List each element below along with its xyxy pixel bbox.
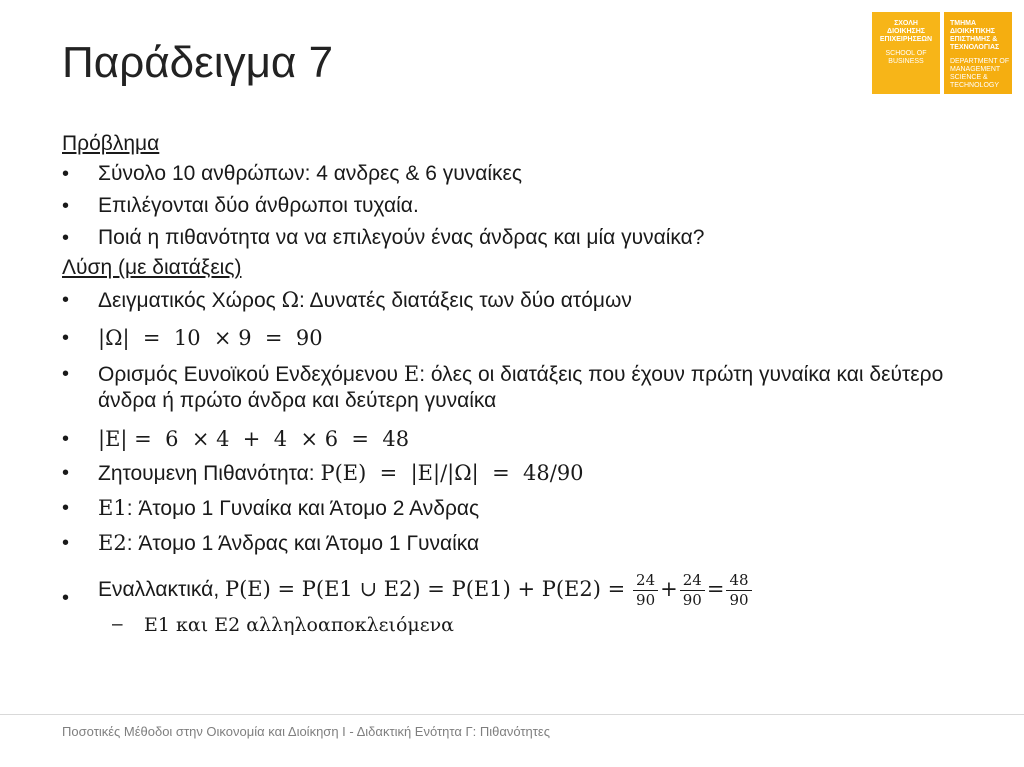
bullet-icon: • <box>62 428 70 450</box>
bullet-icon: • <box>62 462 70 484</box>
bullet-icon: • <box>62 497 70 519</box>
footer-divider <box>0 714 1024 715</box>
solution-item-omega-size: • |Ω| = 10 × 9 = 90 <box>62 326 323 350</box>
bullet-icon: • <box>62 327 70 349</box>
solution-heading: Λύση (με διατάξεις) <box>62 256 242 279</box>
solution-item-sample-space: • Δειγματικός Χώρος Ω: Δυνατές διατάξεις των δύο ατόμων <box>62 288 632 312</box>
solution-item-e2: • E2: Άτομο 1 Άνδρας και Άτομο 1 Γυναίκα <box>62 531 480 555</box>
bullet-icon: • <box>62 363 70 385</box>
solution-item-event-size: • |E| = 6 × 4 + 4 × 6 = 48 <box>62 427 410 451</box>
fraction: $\frac{24}{90}$ <box>680 571 705 610</box>
solution-item-e1: • E1: Άτομο 1 Γυναίκα και Άτομο 2 Ανδρας <box>62 496 480 520</box>
solution-subitem-note: – E1 και E2 αλληλοαποκλειόμενα <box>112 614 454 636</box>
slide-title: Παράδειγμα 7 <box>62 38 334 87</box>
fraction: $\frac{24}{90}$ <box>633 571 658 610</box>
slide-body <box>62 129 962 639</box>
bullet-icon: • <box>62 227 70 249</box>
solution-item-alternative: • Εναλλακτικά, P(E) = P(E1 ∪ E2) = P(E1) + P(E2) = $\frac{24}{90}$ + $\frac{24}{90}$ = $\frac{48}{90}$ <box>62 567 962 612</box>
logo-department-panel: ΤΜΗΜΑ ΔΙΟΙΚΗΤΙΚΗΣ ΕΠΙΣΤΗΜΗΣ & ΤΕΧΝΟΛΟΓΙΑΣ DEPARTMENT OF MANAGEMENT SCIENCE & TECHNOLOGY <box>944 12 1012 94</box>
problem-item: • Επιλέγονται δύο άνθρωποι τυχαία. <box>62 194 419 217</box>
problem-item: • Ποιά η πιθανότητα να να επιλεγούν ένας άνδρας και μία γυναίκα? <box>62 226 705 249</box>
solution-item-probability: • Ζητουμενη Πιθανότητα: P(E) = |E|/|Ω| = 48/90 <box>62 461 584 485</box>
problem-item: • Σύνολο 10 ανθρώπων: 4 ανδρες & 6 γυναίκες <box>62 162 522 185</box>
solution-item-event-definition: • Ορισμός Ευνοϊκού Ενδεχόμενου E: όλες οι διατάξεις που έχουν πρώτη γυναίκα και δεύτερο άνδρα ή πρώτο άνδρα και δεύτερη γυναίκα <box>62 362 944 412</box>
problem-heading: Πρόβλημα <box>62 132 160 155</box>
fraction: $\frac{48}{90}$ <box>726 571 751 610</box>
footer-text: Ποσοτικές Μέθοδοι στην Οικονομία και Διοίκηση Ι - Διδακτική Ενότητα Γ: Πιθανότητες <box>62 724 550 739</box>
university-logo <box>872 12 1012 94</box>
bullet-icon: • <box>62 163 70 185</box>
bullet-icon: • <box>62 587 70 609</box>
dash-icon: – <box>112 614 123 635</box>
logo-school-panel: ΣΧΟΛΗ ΔΙΟΙΚΗΣΗΣ ΕΠΙΧΕΙΡΗΣΕΩΝ SCHOOL OF BUSINESS <box>872 12 940 94</box>
bullet-icon: • <box>62 532 70 554</box>
bullet-icon: • <box>62 195 70 217</box>
bullet-icon: • <box>62 289 70 311</box>
